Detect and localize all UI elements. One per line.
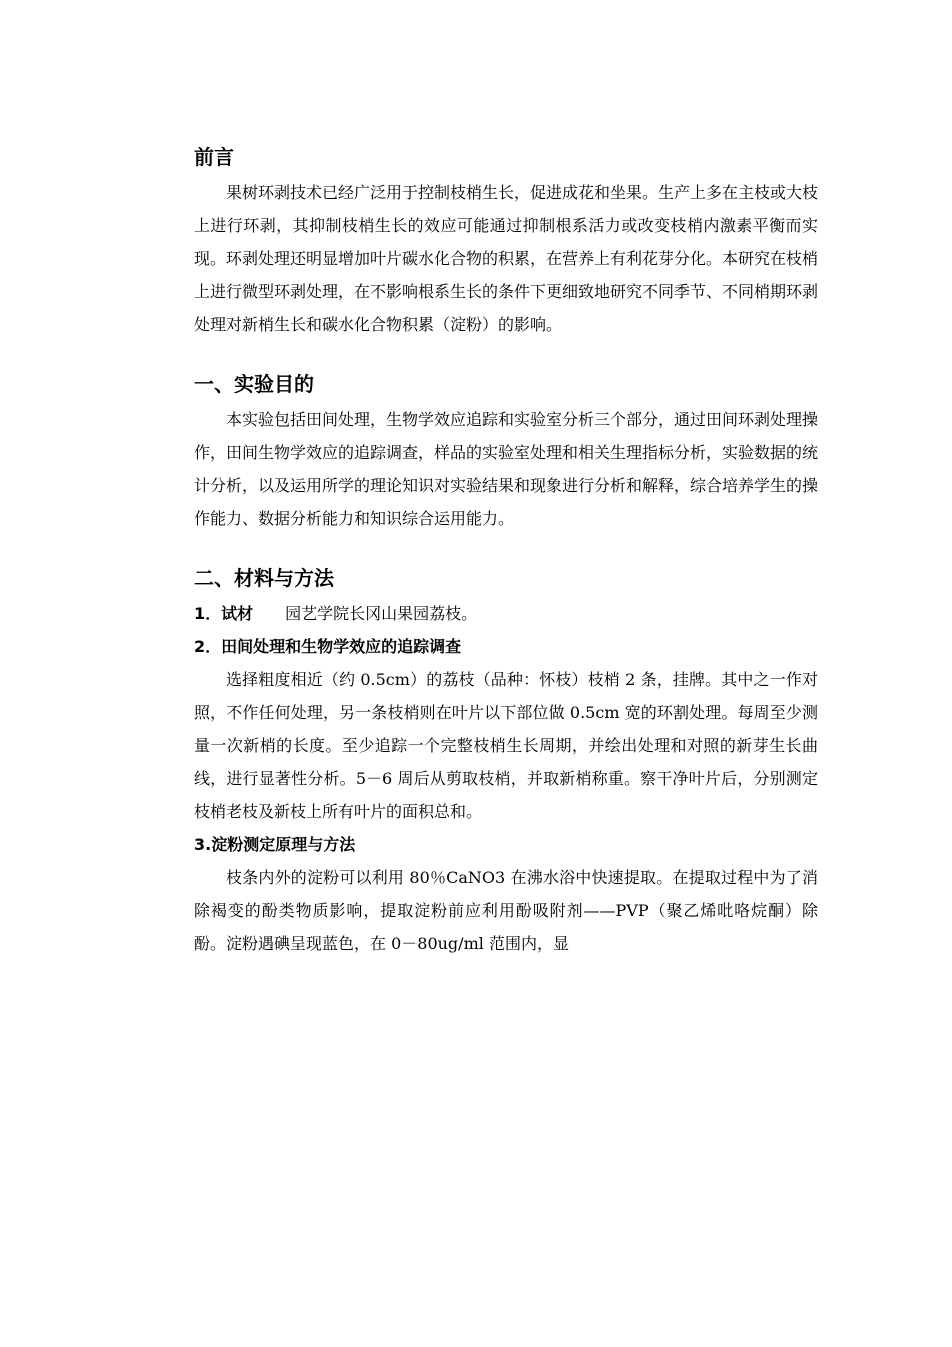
item1-text: 园艺学院长冈山果园荔枝。: [285, 604, 478, 623]
item1-label: 1．试材: [194, 604, 254, 623]
item3-heading: [194, 828, 818, 861]
item3-paragraph: 枝条内外的淀粉可以利用 80％CaNO3 在沸水浴中快速提取。在提取过程中为了消除褐变的酚类物质影响，提取淀粉前应利用酚吸附剂——PVP（聚乙烯吡咯烷酮）除酚。淀粉遇碘呈现蓝色，在 0－80ug/ml 范围内，显: [194, 868, 818, 953]
item1-line: [194, 597, 818, 630]
preface-paragraph: 果树环剥技术已经广泛用于控制枝梢生长，促进成花和坐果。生产上多在主枝或大枝上进行环剥，其抑制枝梢生长的效应可能通过抑制根系活力或改变枝梢内激素平衡而实现。环剥处理还明显增加叶片碳水化合物的积累，在营养上有利花芽分化。本研究在枝梢上进行微型环剥处理，在不影响根系生长的条件下更细致地研究不同季节、不同梢期环剥处理对新梢生长和碳水化合物积累（淀粉）的影响。: [194, 183, 819, 334]
item2-paragraph: 选择粗度相近（约 0.5cm）的荔枝（品种：怀枝）枝梢 2 条，挂牌。其中之一作对照，不作任何处理，另一条枝梢则在叶片以下部位做 0.5cm 宽的环割处理。每周至少测量一次新梢的长度。至少追踪一个完整枝梢生长周期，并绘出处理和对照的新芽生长曲线，进行显著性分析。5－6 周后从剪取枝梢，并取新梢称重。察干净叶片后，分别测定枝梢老枝及新枝上所有叶片的面积总和。: [194, 670, 818, 821]
preface-heading: 前言: [194, 145, 234, 169]
item2-heading: [194, 630, 818, 663]
section2-heading: 二、材料与方法: [194, 566, 334, 590]
item2-label: 2．田间处理和生物学效应的追踪调查: [194, 637, 462, 656]
page-content: [194, 142, 818, 960]
section1-heading: 一、实验目的: [194, 372, 314, 396]
item3-label: 3.淀粉测定原理与方法: [194, 835, 356, 854]
section1-paragraph: 本实验包括田间处理，生物学效应追踪和实验室分析三个部分，通过田间环剥处理操作，田间生物学效应的追踪调查，样品的实验室处理和相关生理指标分析，实验数据的统计分析，以及运用所学的理论知识对实验结果和现象进行分析和解释，综合培养学生的操作能力、数据分析能力和知识综合运用能力。: [194, 410, 819, 528]
